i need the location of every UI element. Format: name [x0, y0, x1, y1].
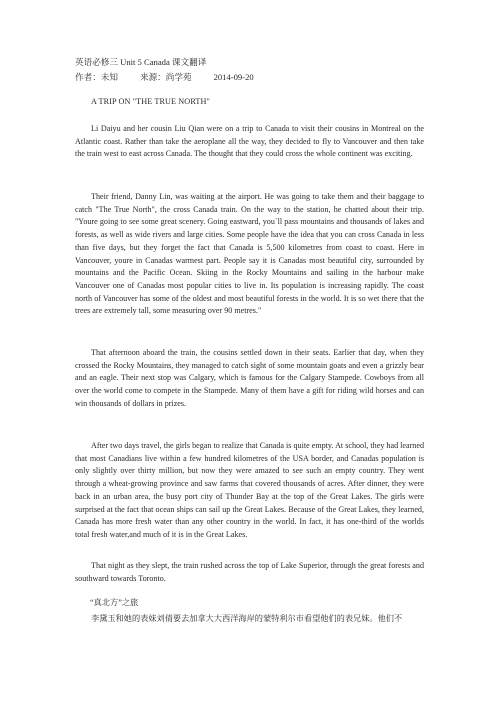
chinese-heading: “真北方”之旅	[90, 598, 139, 607]
author-label: 作者：未知	[75, 72, 118, 82]
document-meta	[75, 72, 254, 83]
paragraph-1: Li Daiyu and her cousin Liu Qian were on a trip to Canada to visit their cousins in Montreal on the Atlantic coast. Rather than take the aeroplane all the way, they decided to fly to Vancouver and then take the train west to east across Canada. The thought that they could cross the whole continent was exciting.	[75, 124, 424, 159]
paragraph-2: Their friend, Danny Lin, was waiting at the airport. He was going to take them and their baggage to catch "The True North", the cross Canada train. On the way to the station, he chatted about their trip. "Youre going to see some great scenery. Going eastward, you`ll pass mountains and thousands of lakes and forests, as well as wide rivers and large cities. Some people have the idea that you can cross Canada in less than five days, but they forget the fact that Canada is 5,500 kilometres from coast to coast. Here in Vancouver, youre in Canadas warmest part. People say it is Canadas most beautiful city, surrounded by mountains and the Pacific Ocean. Skiing in the Rocky Mountains and sailing in the harbour make Vancouver one of Canadas most popular cities to live in. Its population is increasing rapidly. The coast north of Vancouver has some of the oldest and most beautiful forests in the world. It is so wet there that the trees are extremely tall, some measuring over 90 metres."	[75, 192, 424, 316]
paragraph-3: That afternoon aboard the train, the cousins settled down in their seats. Earlier that day, when they crossed the Rocky Mountains, they managed to catch sight of some mountain goats and even a grizzly bear and an eagle. Their next stop was Calgary, which is famous for the Calgary Stampede. Cowboys from all over the world come to compete in the Stampede. Many of them have a gift for riding wild horses and can win thousands of dollars in prizes.	[75, 348, 424, 408]
chinese-paragraph: 李黛玉和她的表妹刘倩要去加拿大大西洋海岸的蒙特利尔市看望他们的表兄妹。他们不	[91, 614, 403, 623]
paragraph-4: After two days travel, the girls began to realize that Canada is quite empty. At school, they had learned that most Canadians live within a few hundred kilometres of the USA border, and Canadas population is only slightly over thirty million, but now they were amazed to see such an empty country. They went through a wheat-growing province and saw farms that covered thousands of acres. After dinner, they were back in an urban area, the busy port city of Thunder Bay at the top of the Great Lakes. The girls were surprised at the fact that ocean ships can sail up the Great Lakes. Because of the Great Lakes, they learned, Canada has more fresh water than any other country in the world. In fact, it has one-third of the worlds total fresh water,and much of it is in the Great Lakes.	[75, 441, 424, 539]
publish-date: 2014-09-20	[213, 72, 254, 82]
document-title: 英语必修三 Unit 5 Canada 课文翻译	[75, 57, 207, 67]
paragraph-5: That night as they slept, the train rushed across the top of Lake Superior, through the great forests and southward towards Toronto.	[75, 561, 424, 583]
source-label: 来源：尚学苑	[139, 72, 192, 82]
article-heading: A TRIP ON "THE TRUE NORTH"	[91, 97, 210, 106]
